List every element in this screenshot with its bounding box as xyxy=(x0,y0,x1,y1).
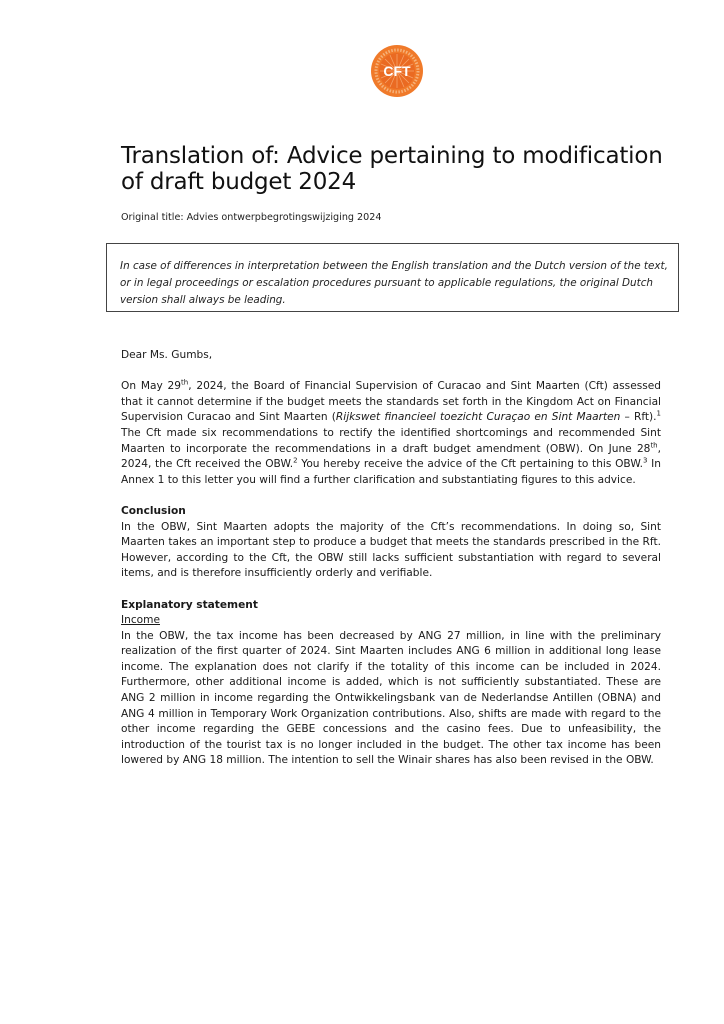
document-title: Translation of: Advice pertaining to modification of draft budget 2024 xyxy=(121,143,663,195)
intro-text: On May 29 xyxy=(121,380,181,393)
explanatory-statement-heading: Explanatory statement xyxy=(121,598,258,611)
original-title: Original title: Advies ontwerpbegrotingswijziging 2024 xyxy=(121,212,382,223)
disclaimer-text: In case of differences in interpretation between the English translation and the Dutch version of the text, or in legal proceedings or escalation procedures pursuant to applicable regulations, the original Dutch version shall always be leading. xyxy=(120,260,668,306)
intro-text: You hereby receive the advice of the Cft pertaining to this OBW. xyxy=(297,458,643,471)
letter-body xyxy=(121,348,661,769)
intro-text: The Cft made six recommendations to rectify the identified shortcomings and recommended Sint Maarten to incorporate the recommendations in a draft budget amendment (OBW). On June 28 xyxy=(121,426,661,455)
footnote-ref-2[interactable]: 2 xyxy=(293,456,298,465)
income-paragraph: In the OBW, the tax income has been decreased by ANG 27 million, in line with the preliminary realization of the first quarter of 2024. Sint Maarten includes ANG 6 million in additional long lease income. The explanation does not clarify if the totality of this income can be included in 2024. Furthermore, other additional income is added, which is not sufficiently substantiated. These are ANG 2 million in income regarding the Ontwikkelingsbank van de Nederlandse Antillen (OBNA) and ANG 4 million in Temporary Work Organization contributions. Also, shifts are made with regard to the other income regarding the GEBE concessions and the casino fees. Due to unfeasibility, the introduction of the tourist tax is no longer included in the budget. The other tax income has been lowered by ANG 18 million. The intention to sell the Winair shares has also been revised in the OBW. xyxy=(121,629,661,767)
footnote-ref-3[interactable]: 3 xyxy=(642,456,648,465)
ordinal-suffix: th xyxy=(181,378,189,387)
intro-text: , 2024, the Cft received the OBW. xyxy=(121,442,661,471)
intro-text: In Annex 1 to this letter you will find a further clarification and substantiating figures to this advice. xyxy=(121,458,661,486)
intro-text: – Rft). xyxy=(620,411,657,424)
ordinal-suffix: th xyxy=(650,441,658,450)
rft-italic-name: Rijkswet financieel toezicht Curaçao en Sint Maarten xyxy=(335,411,621,424)
conclusion-paragraph: In the OBW, Sint Maarten adopts the majority of the Cft’s recommendations. In doing so, Sint Maarten takes an important step to produce a budget that meets the standards prescribed in the Rft. However, according to the Cft, the OBW still lacks sufficient substantiation with regard to several items, and is therefore insufficiently orderly and verifiable. xyxy=(121,520,661,580)
intro-text: , 2024, the Board of Financial Supervision of Curacao and Sint Maarten (Cft) assessed that it cannot determine if the budget meets the standards set forth in the Kingdom Act on Financial Supervision Curacao and Sint Maarten ( xyxy=(121,380,661,424)
intro-paragraph xyxy=(121,379,661,488)
salutation: Dear Ms. Gumbs, xyxy=(121,349,213,361)
svg-text:CFT: CFT xyxy=(383,63,411,79)
cft-sun-emblem-icon xyxy=(370,44,424,98)
cft-logo xyxy=(370,44,424,98)
translation-disclaimer-box xyxy=(106,243,679,312)
conclusion-heading: Conclusion xyxy=(121,504,186,517)
income-subheading: Income xyxy=(121,614,160,627)
footnote-ref-1[interactable]: 1 xyxy=(656,409,661,418)
